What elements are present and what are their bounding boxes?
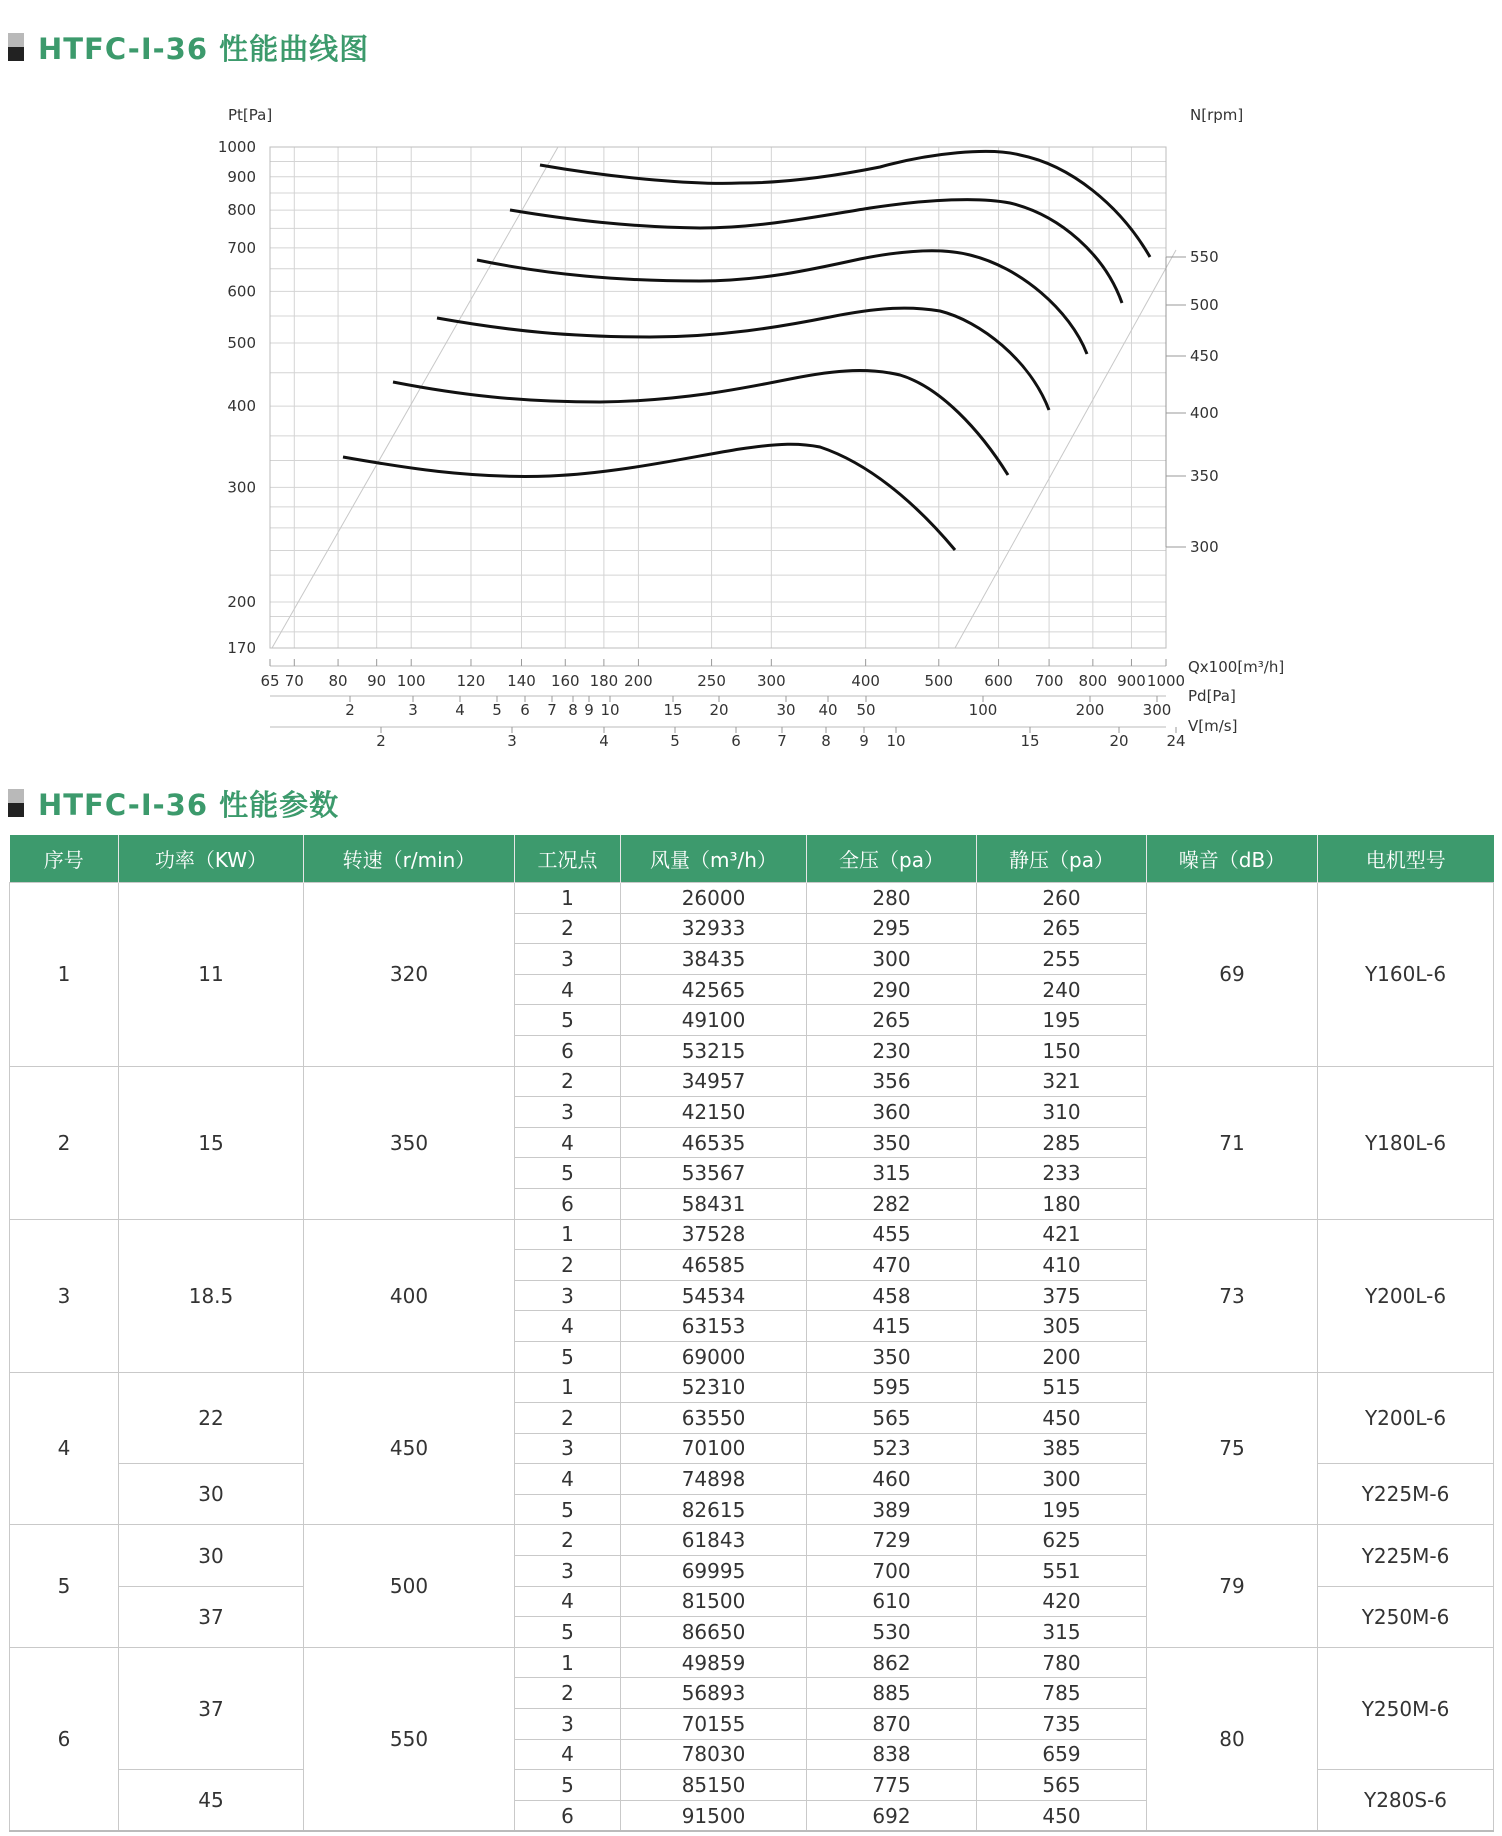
airflow-cell: 70155: [621, 1709, 807, 1740]
v-axis-title: V[m/s]: [1188, 717, 1238, 735]
right-tick-label: 400: [1190, 404, 1219, 422]
total-pressure-cell: 775: [807, 1770, 977, 1801]
plot-frame: [270, 147, 1166, 648]
airflow-cell: 63550: [621, 1403, 807, 1434]
static-pressure-cell: 735: [977, 1709, 1147, 1740]
motor-cell: Y225M-6: [1318, 1525, 1494, 1586]
airflow-cell: 74898: [621, 1464, 807, 1495]
v-tick-label: 20: [1109, 732, 1129, 750]
point-cell: 5: [515, 1341, 621, 1372]
total-pressure-cell: 265: [807, 1005, 977, 1036]
pd-tick-label: 50: [856, 701, 876, 719]
left-tick-label: 700: [227, 238, 256, 257]
static-pressure-cell: 420: [977, 1586, 1147, 1617]
total-pressure-cell: 838: [807, 1739, 977, 1770]
left-tick-label: 800: [227, 201, 256, 220]
point-cell: 4: [515, 974, 621, 1005]
static-pressure-cell: 515: [977, 1372, 1147, 1403]
serial-cell: 2: [10, 1066, 119, 1219]
airflow-cell: 86650: [621, 1617, 807, 1648]
speed-cell: 550: [304, 1647, 515, 1831]
section-marker-icon: [8, 33, 24, 61]
total-pressure-cell: 565: [807, 1403, 977, 1434]
airflow-cell: 53567: [621, 1158, 807, 1189]
airflow-cell: 69995: [621, 1556, 807, 1587]
static-pressure-cell: 551: [977, 1556, 1147, 1587]
serial-cell: 3: [10, 1219, 119, 1372]
total-pressure-cell: 350: [807, 1341, 977, 1372]
airflow-cell: 58431: [621, 1188, 807, 1219]
column-header: 全压（pa）: [807, 835, 977, 883]
speed-cell: 500: [304, 1525, 515, 1647]
serial-cell: 6: [10, 1647, 119, 1831]
pd-tick-label: 5: [492, 701, 502, 719]
pd-tick-label: 3: [408, 701, 418, 719]
airflow-cell: 81500: [621, 1586, 807, 1617]
airflow-cell: 70100: [621, 1433, 807, 1464]
table-row: [10, 1219, 1494, 1250]
static-pressure-cell: 305: [977, 1311, 1147, 1342]
q-tick-label: 800: [1078, 672, 1108, 690]
total-pressure-cell: 862: [807, 1647, 977, 1678]
left-tick-label: 300: [227, 478, 256, 497]
speed-cell: 350: [304, 1066, 515, 1219]
airflow-cell: 78030: [621, 1739, 807, 1770]
column-header: 功率（KW）: [119, 835, 304, 883]
q-tick-label: 500: [924, 672, 954, 690]
serial-cell: 1: [10, 883, 119, 1067]
q-tick-label: 200: [624, 672, 653, 690]
table-row: [10, 883, 1494, 914]
v-tick-label: 9: [859, 732, 869, 750]
table-header-row: [10, 835, 1494, 883]
total-pressure-cell: 460: [807, 1464, 977, 1495]
point-cell: 3: [515, 1433, 621, 1464]
right-tick-label: 550: [1190, 248, 1219, 266]
point-cell: 6: [515, 1800, 621, 1831]
pd-tick-label: 30: [776, 701, 796, 719]
table-section-heading: [8, 783, 339, 823]
serial-cell: 4: [10, 1372, 119, 1525]
airflow-cell: 32933: [621, 913, 807, 944]
performance-curve-350rpm: [393, 370, 1008, 475]
v-tick-label: 24: [1166, 732, 1186, 750]
table-row: [10, 1647, 1494, 1678]
q-tick-label: 160: [550, 672, 580, 690]
speed-cell: 450: [304, 1372, 515, 1525]
power-cell: 15: [119, 1066, 304, 1219]
static-pressure-cell: 310: [977, 1097, 1147, 1128]
airflow-cell: 42565: [621, 974, 807, 1005]
right-axis-title: N[rpm]: [1190, 106, 1244, 124]
pd-tick-label: 40: [818, 701, 838, 719]
point-cell: 2: [515, 1678, 621, 1709]
airflow-cell: 52310: [621, 1372, 807, 1403]
static-pressure-cell: 300: [977, 1464, 1147, 1495]
point-cell: 5: [515, 1005, 621, 1036]
airflow-cell: 42150: [621, 1097, 807, 1128]
total-pressure-cell: 295: [807, 913, 977, 944]
static-pressure-cell: 785: [977, 1678, 1147, 1709]
q-tick-label: 400: [851, 672, 880, 690]
q-tick-label: 140: [507, 672, 536, 690]
point-cell: 3: [515, 1709, 621, 1740]
pd-tick-label: 100: [968, 701, 998, 719]
right-tick-label: 350: [1190, 467, 1219, 485]
diagonal-line: [955, 250, 1176, 648]
point-cell: 4: [515, 1311, 621, 1342]
total-pressure-cell: 885: [807, 1678, 977, 1709]
static-pressure-cell: 200: [977, 1341, 1147, 1372]
q-tick-label: 90: [367, 672, 387, 690]
static-pressure-cell: 195: [977, 1494, 1147, 1525]
q-tick-label: 65: [260, 672, 280, 690]
point-cell: 4: [515, 1586, 621, 1617]
airflow-cell: 49859: [621, 1647, 807, 1678]
chart-section-heading: [8, 27, 369, 67]
motor-cell: Y250M-6: [1318, 1586, 1494, 1647]
pd-tick-label: 4: [455, 701, 465, 719]
left-tick-label: 200: [227, 593, 256, 612]
point-cell: 2: [515, 1066, 621, 1097]
point-cell: 2: [515, 1250, 621, 1281]
airflow-cell: 63153: [621, 1311, 807, 1342]
power-cell: 18.5: [119, 1219, 304, 1372]
static-pressure-cell: 321: [977, 1066, 1147, 1097]
total-pressure-cell: 458: [807, 1280, 977, 1311]
point-cell: 5: [515, 1158, 621, 1189]
table-body: [10, 883, 1494, 1832]
table-row: [10, 1066, 1494, 1097]
pd-tick-label: 300: [1142, 701, 1172, 719]
static-pressure-cell: 195: [977, 1005, 1147, 1036]
point-cell: 4: [515, 1464, 621, 1495]
left-tick-label: 1000: [217, 138, 256, 156]
point-cell: 1: [515, 1219, 621, 1250]
airflow-cell: 38435: [621, 944, 807, 975]
v-tick-label: 3: [507, 732, 517, 750]
q-tick-label: 70: [284, 672, 304, 690]
point-cell: 5: [515, 1770, 621, 1801]
noise-cell: 80: [1147, 1647, 1318, 1831]
left-tick-label: 170: [227, 639, 256, 657]
speed-cell: 320: [304, 883, 515, 1067]
q-tick-label: 900: [1117, 672, 1146, 690]
column-header: 风量（m³/h）: [621, 835, 807, 883]
left-tick-label: 400: [227, 397, 256, 416]
total-pressure-cell: 692: [807, 1800, 977, 1831]
point-cell: 3: [515, 1280, 621, 1311]
airflow-cell: 61843: [621, 1525, 807, 1556]
table-row: [10, 1525, 1494, 1556]
total-pressure-cell: 282: [807, 1188, 977, 1219]
q-tick-label: 100: [396, 672, 426, 690]
performance-curve-550rpm: [540, 151, 1150, 257]
v-tick-label: 2: [376, 732, 386, 750]
airflow-cell: 91500: [621, 1800, 807, 1831]
total-pressure-cell: 729: [807, 1525, 977, 1556]
static-pressure-cell: 659: [977, 1739, 1147, 1770]
q-tick-label: 300: [757, 672, 786, 690]
total-pressure-cell: 315: [807, 1158, 977, 1189]
table-title: HTFC-I-36 性能参数: [38, 787, 340, 822]
static-pressure-cell: 375: [977, 1280, 1147, 1311]
airflow-cell: 56893: [621, 1678, 807, 1709]
right-tick-label: 300: [1190, 538, 1219, 556]
total-pressure-cell: 415: [807, 1311, 977, 1342]
performance-table: [9, 835, 1494, 1832]
pd-tick-label: 200: [1075, 701, 1105, 719]
pd-tick-label: 2: [345, 701, 355, 719]
total-pressure-cell: 356: [807, 1066, 977, 1097]
static-pressure-cell: 385: [977, 1433, 1147, 1464]
pd-tick-label: 15: [663, 701, 683, 719]
static-pressure-cell: 450: [977, 1800, 1147, 1831]
q-tick-label: 180: [589, 672, 619, 690]
airflow-cell: 37528: [621, 1219, 807, 1250]
airflow-cell: 46585: [621, 1250, 807, 1281]
total-pressure-cell: 470: [807, 1250, 977, 1281]
power-cell: 11: [119, 883, 304, 1067]
chart-title: HTFC-I-36 性能曲线图: [38, 31, 370, 66]
pd-tick-label: 20: [709, 701, 729, 719]
point-cell: 4: [515, 1127, 621, 1158]
motor-cell: Y225M-6: [1318, 1464, 1494, 1525]
total-pressure-cell: 700: [807, 1556, 977, 1587]
static-pressure-cell: 180: [977, 1188, 1147, 1219]
airflow-cell: 53215: [621, 1035, 807, 1066]
column-header: 转速（r/min）: [304, 835, 515, 883]
v-tick-label: 15: [1020, 732, 1040, 750]
motor-cell: Y160L-6: [1318, 883, 1494, 1067]
point-cell: 2: [515, 1403, 621, 1434]
point-cell: 2: [515, 913, 621, 944]
pd-tick-label: 7: [547, 701, 557, 719]
performance-chart: [0, 95, 1502, 765]
q-axis-title: Qx100[m³/h]: [1188, 658, 1285, 676]
total-pressure-cell: 595: [807, 1372, 977, 1403]
power-cell: 30: [119, 1525, 304, 1586]
noise-cell: 79: [1147, 1525, 1318, 1647]
airflow-cell: 69000: [621, 1341, 807, 1372]
static-pressure-cell: 255: [977, 944, 1147, 975]
power-cell: 45: [119, 1770, 304, 1832]
static-pressure-cell: 233: [977, 1158, 1147, 1189]
static-pressure-cell: 150: [977, 1035, 1147, 1066]
point-cell: 1: [515, 1647, 621, 1678]
column-header: 工况点: [515, 835, 621, 883]
static-pressure-cell: 450: [977, 1403, 1147, 1434]
motor-cell: Y200L-6: [1318, 1372, 1494, 1464]
total-pressure-cell: 389: [807, 1494, 977, 1525]
pd-tick-label: 9: [584, 701, 594, 719]
point-cell: 2: [515, 1525, 621, 1556]
total-pressure-cell: 280: [807, 883, 977, 914]
motor-cell: Y250M-6: [1318, 1647, 1494, 1769]
point-cell: 4: [515, 1739, 621, 1770]
right-tick-label: 450: [1190, 347, 1219, 365]
total-pressure-cell: 290: [807, 974, 977, 1005]
static-pressure-cell: 565: [977, 1770, 1147, 1801]
static-pressure-cell: 421: [977, 1219, 1147, 1250]
point-cell: 6: [515, 1035, 621, 1066]
static-pressure-cell: 265: [977, 913, 1147, 944]
q-tick-label: 700: [1034, 672, 1064, 690]
static-pressure-cell: 285: [977, 1127, 1147, 1158]
point-cell: 6: [515, 1188, 621, 1219]
airflow-cell: 85150: [621, 1770, 807, 1801]
noise-cell: 71: [1147, 1066, 1318, 1219]
performance-curve-400rpm: [437, 308, 1049, 410]
airflow-cell: 34957: [621, 1066, 807, 1097]
total-pressure-cell: 523: [807, 1433, 977, 1464]
motor-cell: Y200L-6: [1318, 1219, 1494, 1372]
v-tick-label: 6: [731, 732, 741, 750]
airflow-cell: 26000: [621, 883, 807, 914]
airflow-cell: 54534: [621, 1280, 807, 1311]
left-tick-label: 500: [227, 333, 256, 352]
power-cell: 37: [119, 1586, 304, 1647]
noise-cell: 69: [1147, 883, 1318, 1067]
column-header: 静压（pa）: [977, 835, 1147, 883]
v-tick-label: 4: [599, 732, 609, 750]
airflow-cell: 46535: [621, 1127, 807, 1158]
v-tick-label: 7: [777, 732, 787, 750]
performance-curve-500rpm: [510, 200, 1122, 303]
total-pressure-cell: 230: [807, 1035, 977, 1066]
total-pressure-cell: 455: [807, 1219, 977, 1250]
static-pressure-cell: 625: [977, 1525, 1147, 1556]
airflow-cell: 82615: [621, 1494, 807, 1525]
q-tick-label: 250: [697, 672, 726, 690]
speed-cell: 400: [304, 1219, 515, 1372]
column-header: 序号: [10, 835, 119, 883]
total-pressure-cell: 610: [807, 1586, 977, 1617]
pd-axis-title: Pd[Pa]: [1188, 687, 1236, 705]
pd-tick-label: 10: [600, 701, 620, 719]
q-tick-label: 600: [984, 672, 1013, 690]
q-tick-label: 80: [328, 672, 348, 690]
motor-cell: Y180L-6: [1318, 1066, 1494, 1219]
total-pressure-cell: 870: [807, 1709, 977, 1740]
total-pressure-cell: 300: [807, 944, 977, 975]
power-cell: 30: [119, 1464, 304, 1525]
q-tick-label: 1000: [1146, 672, 1186, 690]
total-pressure-cell: 530: [807, 1617, 977, 1648]
motor-cell: Y280S-6: [1318, 1770, 1494, 1832]
point-cell: 5: [515, 1617, 621, 1648]
power-cell: 37: [119, 1647, 304, 1769]
point-cell: 3: [515, 944, 621, 975]
pd-tick-label: 8: [568, 701, 578, 719]
v-tick-label: 5: [670, 732, 680, 750]
serial-cell: 5: [10, 1525, 119, 1647]
point-cell: 1: [515, 1372, 621, 1403]
v-tick-label: 10: [886, 732, 906, 750]
point-cell: 5: [515, 1494, 621, 1525]
right-tick-label: 500: [1190, 296, 1219, 314]
pd-tick-label: 6: [520, 701, 530, 719]
noise-cell: 75: [1147, 1372, 1318, 1525]
left-tick-label: 600: [227, 282, 256, 301]
q-tick-label: 120: [456, 672, 486, 690]
table-row: [10, 1372, 1494, 1403]
static-pressure-cell: 780: [977, 1647, 1147, 1678]
total-pressure-cell: 350: [807, 1127, 977, 1158]
point-cell: 3: [515, 1556, 621, 1587]
left-tick-label: 900: [227, 167, 256, 186]
power-cell: 22: [119, 1372, 304, 1464]
airflow-cell: 49100: [621, 1005, 807, 1036]
noise-cell: 73: [1147, 1219, 1318, 1372]
column-header: 噪音（dB）: [1147, 835, 1318, 883]
static-pressure-cell: 260: [977, 883, 1147, 914]
column-header: 电机型号: [1318, 835, 1494, 883]
point-cell: 1: [515, 883, 621, 914]
static-pressure-cell: 315: [977, 1617, 1147, 1648]
left-axis-title: Pt[Pa]: [228, 106, 273, 124]
static-pressure-cell: 410: [977, 1250, 1147, 1281]
point-cell: 3: [515, 1097, 621, 1128]
v-tick-label: 8: [821, 732, 831, 750]
total-pressure-cell: 360: [807, 1097, 977, 1128]
section-marker-icon: [8, 789, 24, 817]
static-pressure-cell: 240: [977, 974, 1147, 1005]
